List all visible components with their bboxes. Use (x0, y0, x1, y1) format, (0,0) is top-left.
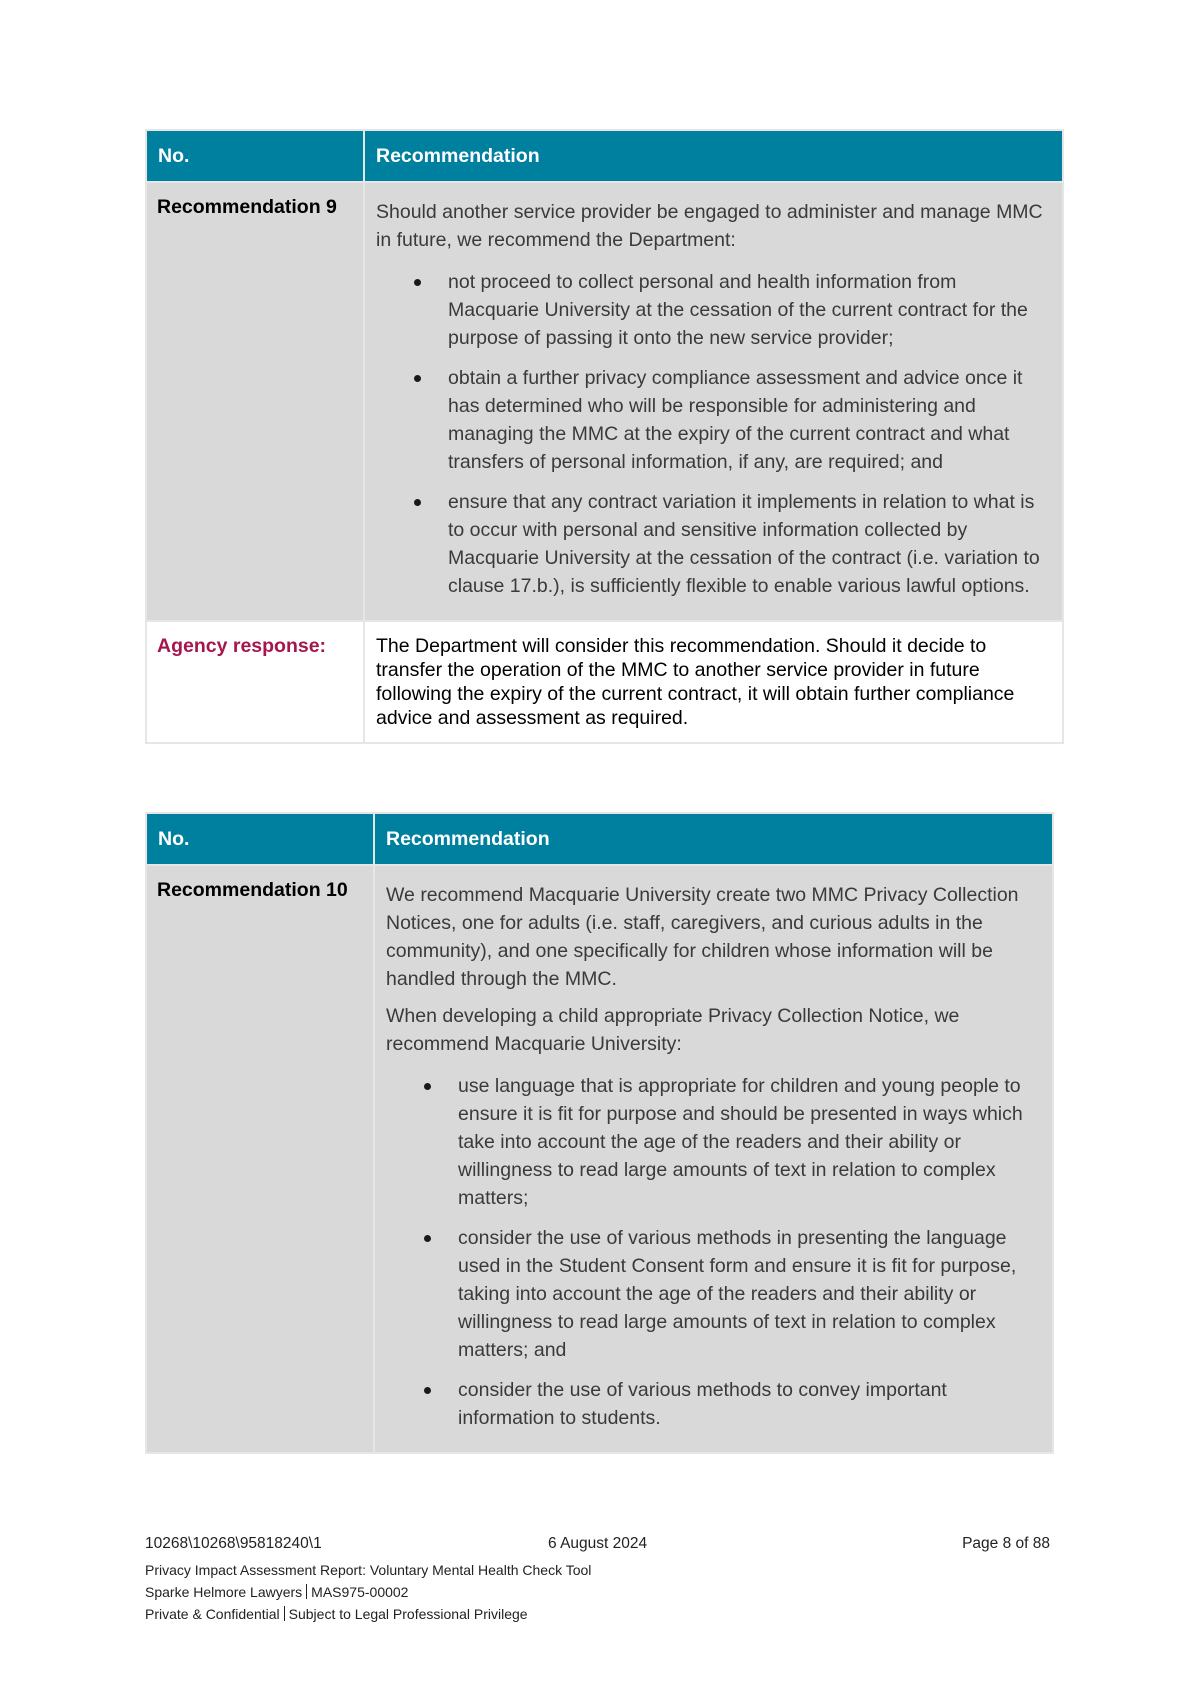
document-reference: 10268\10268\95818240\1 (145, 1535, 322, 1552)
firm-name: Sparke Helmore Lawyers (145, 1584, 303, 1600)
list-item: consider the use of various methods to convey important information to students. (386, 1376, 1040, 1432)
separator (306, 1584, 307, 1599)
footer-date: 6 August 2024 (548, 1535, 648, 1552)
header-recommendation: Recommendation (364, 130, 1063, 182)
recommendation-para-1: We recommend Macquarie University create two MMC Privacy Collection Notices, one for adults (i.e. staff, caregivers, and curious adults in the community), and one specifically for children whose information will be handled through the MMC. (386, 884, 1019, 990)
agency-response-label: Agency response: (146, 621, 364, 743)
table-header-row (146, 130, 1063, 182)
recommendation-text (364, 182, 1063, 621)
matter-number: MAS975-00002 (311, 1584, 409, 1600)
header-no: No. (146, 813, 374, 865)
header-no: No. (146, 130, 364, 182)
table-header-row (146, 813, 1053, 865)
list-item: not proceed to collect personal and health information from Macquarie University at the cessation of the current contract for the purpose of passing it onto the new service provider; (376, 268, 1050, 352)
recommendation-row (146, 182, 1063, 621)
list-item: use language that is appropriate for children and young people to ensure it is fit for purpose and should be presented in ways which take into account the age of the readers and their ability or willingness to read large amounts of text in relation to complex matters; (386, 1072, 1040, 1212)
recommendation-table-9 (145, 129, 1064, 744)
privilege-label: Subject to Legal Professional Privilege (288, 1606, 528, 1622)
agency-response-text: The Department will consider this recommendation. Should it decide to transfer the operation of the MMC to another service provider in future following the expiry of the current contract, it will obtain further compliance advice and assessment as required. (364, 621, 1063, 743)
page-footer (145, 1535, 1050, 1625)
agency-response-row (146, 621, 1063, 743)
page-number: Page 8 of 88 (962, 1535, 1050, 1552)
report-title: Privacy Impact Assessment Report: Voluntary Mental Health Check Tool (145, 1562, 592, 1578)
bullet-icon (424, 1387, 431, 1394)
confidentiality-line (145, 1603, 1050, 1625)
recommendation-bullets (376, 268, 1050, 600)
list-item: obtain a further privacy compliance assessment and advice once it has determined who will be responsible for administering and managing the MMC at the expiry of the current contract and what transfers of personal information, if any, are required; and (376, 364, 1050, 476)
list-item: consider the use of various methods in presenting the language used in the Student Consent form and ensure it is fit for purpose, taking into account the age of the readers and their ability or willingness to read large amounts of text in relation to complex matters; and (386, 1224, 1040, 1364)
recommendation-table-10 (145, 812, 1054, 1454)
firm-line (145, 1581, 1050, 1603)
recommendation-row (146, 865, 1053, 1453)
recommendation-number: Recommendation 9 (146, 182, 364, 621)
confidential-label: Private & Confidential (145, 1606, 280, 1622)
bullet-icon (424, 1083, 431, 1090)
bullet-icon (414, 279, 421, 286)
recommendation-intro: Should another service provider be engaged to administer and manage MMC in future, we recommend the Department: (376, 201, 1043, 251)
bullet-icon (414, 375, 421, 382)
bullet-icon (424, 1235, 431, 1242)
list-item: ensure that any contract variation it implements in relation to what is to occur with personal and sensitive information collected by Macquarie University at the cessation of the contract (i.e. variation to clause 17.b.), is sufficiently flexible to enable various lawful options. (376, 488, 1050, 600)
recommendation-text (374, 865, 1053, 1453)
bullet-icon (414, 499, 421, 506)
recommendation-para-2: When developing a child appropriate Privacy Collection Notice, we recommend Macquarie University: (386, 1005, 960, 1055)
recommendation-number: Recommendation 10 (146, 865, 374, 1453)
separator (284, 1606, 285, 1621)
recommendation-bullets (386, 1072, 1040, 1432)
footer-top-row (145, 1535, 1050, 1559)
header-recommendation: Recommendation (374, 813, 1053, 865)
